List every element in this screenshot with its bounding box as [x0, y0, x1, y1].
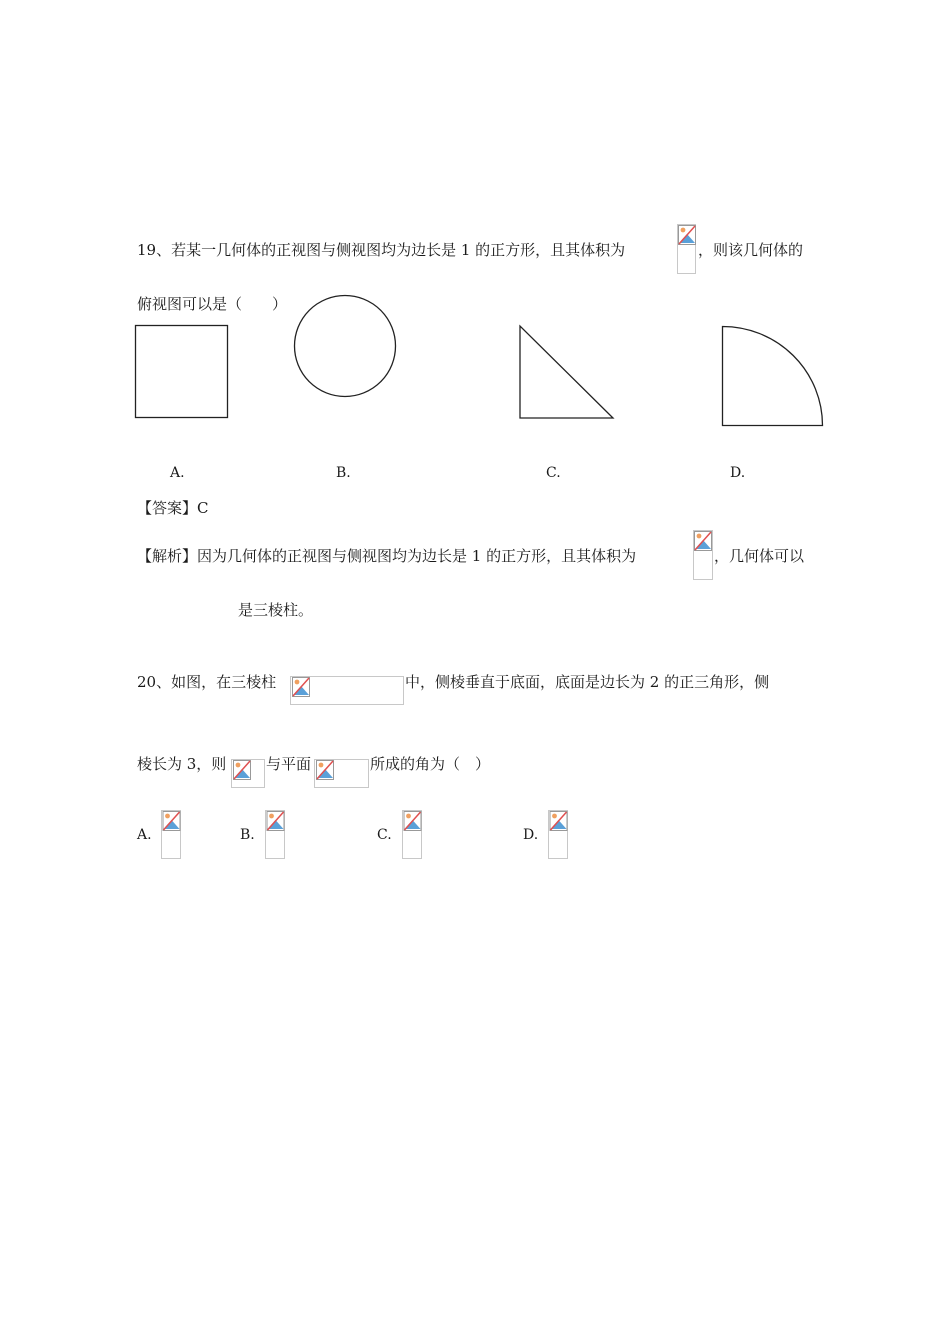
q20-segment-image: [231, 759, 265, 788]
answer-prefix: 【答案】: [137, 499, 198, 517]
q20-option-c-label: C.: [377, 827, 392, 843]
q19-option-d-label: D.: [730, 465, 746, 481]
q19-line2: 俯视图可以是（ ）: [137, 295, 288, 313]
q19-line1: [137, 240, 625, 260]
q20-prism-image: [290, 676, 404, 705]
q19-option-b-label: B.: [336, 465, 351, 481]
q20-option-a-label: A.: [137, 827, 152, 843]
analysis-prefix: 【解析】: [137, 547, 198, 565]
broken-image-icon: [266, 811, 285, 831]
broken-image-icon: [549, 811, 568, 831]
q19-analysis-line1: 【解析】因为几何体的正视图与侧视图均为边长是 1 的正方形，且其体积为: [137, 547, 637, 565]
q19-option-c-label: C.: [546, 465, 561, 481]
broken-image-icon: [291, 677, 311, 697]
q20-line1: 20、如图，在三棱柱: [137, 673, 277, 691]
q19-answer: [137, 498, 209, 518]
q19-line1-b: ，则该几何体的: [698, 241, 804, 259]
q20-option-c-image: [402, 810, 422, 859]
option-d-quarter-circle-figure: [720, 324, 826, 428]
broken-image-icon: [694, 531, 712, 551]
q20-option-b-image: [265, 810, 285, 859]
q19-line1-text-a: 19、若某一几何体的正视图与侧视图均为边长是 1 的正方形，且其体积为: [137, 241, 626, 259]
option-b-circle-figure: [292, 293, 398, 399]
option-c-triangle-figure: [518, 324, 616, 420]
broken-image-icon: [403, 811, 422, 831]
broken-image-icon: [315, 760, 335, 780]
q20-option-d-image: [548, 810, 568, 859]
q20-line2-a: 棱长为 3，则: [137, 755, 227, 773]
q20-option-b-label: B.: [240, 827, 255, 843]
q19-analysis-volume-image: [693, 530, 713, 580]
q20-option-d-label: D.: [523, 827, 539, 843]
broken-image-icon: [162, 811, 181, 831]
option-a-square-figure: [134, 324, 230, 420]
q19-option-a-label: A.: [170, 465, 185, 481]
q20-option-a-image: [161, 810, 181, 859]
q20-line1-b: 中，侧棱垂直于底面，底面是边长为 2 的正三角形，侧: [405, 673, 770, 691]
q20-line2-c: 所成的角为（ ）: [370, 755, 491, 773]
q19-analysis-line2: 是三棱柱。: [238, 601, 314, 619]
broken-image-icon: [232, 760, 252, 780]
broken-image-icon: [678, 225, 696, 245]
q19-analysis-line1-b: ，几何体可以: [714, 547, 805, 565]
answer-value: C: [197, 499, 209, 517]
q19-volume-image: [677, 224, 696, 274]
q20-plane-image: [314, 759, 369, 788]
q20-line2-b: 与平面: [266, 755, 312, 773]
